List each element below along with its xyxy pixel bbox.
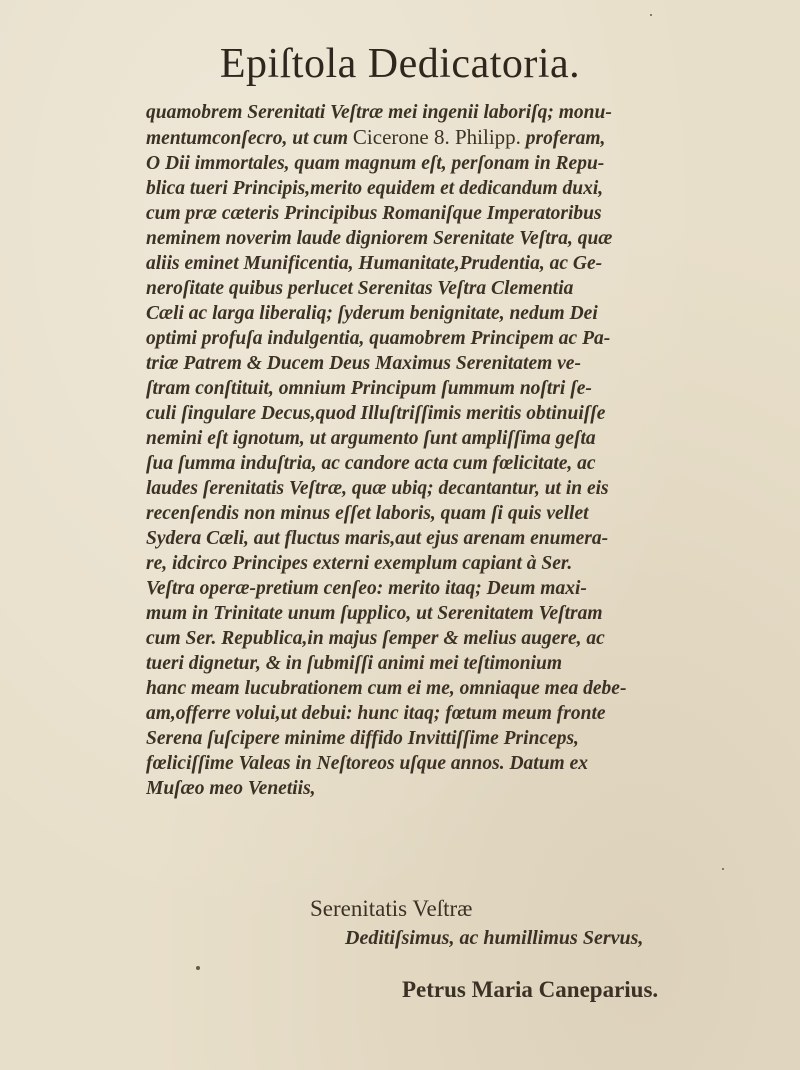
text-line: O Dii immortales, quam magnum eſt, perſonam in Repu-: [146, 153, 605, 174]
text-line: optimi profuſa indulgentia, quamobrem Principem ac Pa-: [146, 328, 611, 349]
text-line: quamobrem Serenitati Veſtræ mei ingenii laboriſq; monu-: [146, 102, 612, 123]
closing-salutation: Serenitatis Veſtræ: [310, 896, 473, 921]
text-line: blica tueri Principis,merito equidem et dedicandum duxi,: [146, 178, 604, 199]
page-heading: Epiſtola Dedicatoria.: [219, 41, 581, 87]
text-line: neminem noverim laude digniorem Serenitate Veſtra, quæ: [146, 228, 613, 249]
text-line: [146, 125, 716, 151]
ink-speck: [196, 966, 200, 970]
text-line: recenſendis non minus eſſet laboris, quam ſi quis vellet: [146, 503, 589, 524]
closing-subscription: Deditiſsimus, ac humillimus Servus,: [345, 927, 644, 949]
text-line: Serena ſuſcipere minime diffido Invittiſſime Princeps,: [146, 728, 579, 749]
text-line: cum præ cæteris Principibus Romaniſque Imperatoribus: [146, 203, 602, 224]
text-line: Muſæo meo Venetiis,: [146, 778, 316, 799]
text-line: culi ſingulare Decus,quod Illuſtriſſimis meritis obtinuiſſe: [146, 403, 606, 424]
text-line: Cæli ac larga liberaliq; ſyderum benignitate, nedum Dei: [146, 303, 598, 324]
text-line: ſtram conſtituit, omnium Principum ſummum noſtri ſe-: [146, 378, 592, 399]
text-line: ſua ſumma induſtria, ac candore acta cum fœlicitate, ac: [146, 453, 596, 474]
text-line: fœliciſſime Valeas in Neſtoreos uſque annos. Datum ex: [146, 753, 588, 774]
text-line: laudes ſerenitatis Veſtræ, quæ ubiq; decantantur, ut in eis: [146, 478, 609, 499]
text-line: mum in Trinitate unum ſupplico, ut Serenitatem Veſtram: [146, 603, 603, 624]
text-line: nemini eſt ignotum, ut argumento ſunt ampliſſima geſta: [146, 428, 596, 449]
text-line: am,offerre volui,ut debui: hunc itaq; fœtum meum fronte: [146, 703, 606, 724]
text-fragment: mentumconſecro, ut cum: [146, 128, 349, 149]
signature: Petrus Maria Caneparius.: [402, 977, 659, 1002]
ink-speck: [722, 868, 724, 870]
text-line: aliis eminet Munificentia, Humanitate,Prudentia, ac Ge-: [146, 253, 603, 274]
text-line: triæ Patrem & Ducem Deus Maximus Serenitatem ve-: [146, 353, 581, 374]
text-fragment: proferam,: [525, 128, 606, 149]
ink-speck: [650, 14, 652, 16]
text-line: hanc meam lucubrationem cum ei me, omniaque mea debe-: [146, 678, 627, 699]
dedication-body: [146, 100, 716, 801]
citation: Cicerone 8. Philipp.: [352, 125, 521, 149]
text-line: cum Ser. Republica,in majus ſemper & melius augere, ac: [146, 628, 605, 649]
text-line: neroſitate quibus perlucet Serenitas Veſtra Clementia: [146, 278, 574, 299]
text-line: Sydera Cæli, aut fluctus maris,aut ejus arenam enumera-: [146, 528, 609, 549]
text-line: tueri dignetur, & in ſubmiſſi animi mei teſtimonium: [146, 653, 563, 674]
text-line: Veſtra operæ-pretium cenſeo: merito itaq; Deum maxi-: [146, 578, 587, 599]
text-line: re, idcirco Principes externi exemplum capiant à Ser.: [146, 553, 573, 574]
